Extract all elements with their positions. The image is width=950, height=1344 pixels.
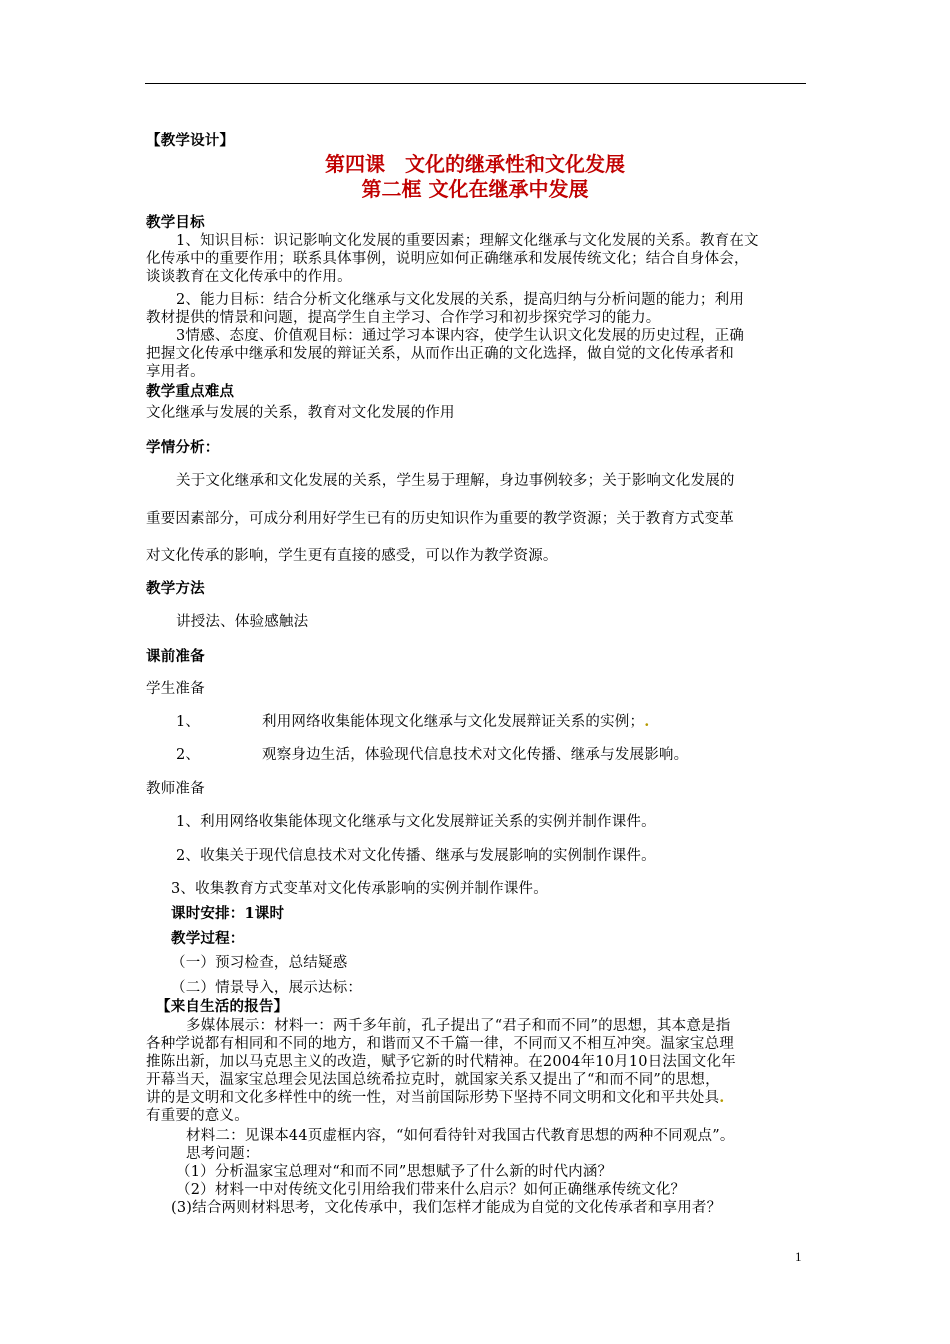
goals-line: 教材提供的情景和问题，提高学生自主学习、合作学习和初步探究学习的能力。 (146, 310, 661, 326)
student-prep-num: 1、 (176, 714, 201, 730)
material-line: 推陈出新，加以马克思主义的改造，赋予它新的时代精神。在2004年10月10日法国文化年 (146, 1054, 736, 1070)
prep-heading: 课前准备 (146, 648, 205, 665)
analysis-line: 重要因素部分，可成分利用好学生已有的历史知识作为重要的教学资源；关于教育方式变革 (146, 511, 734, 527)
questions-label: 思考问题： (186, 1146, 260, 1162)
process-step: （二）情景导入，展示达标： (171, 980, 363, 996)
process-step: （一）预习检查，总结疑惑 (171, 955, 348, 971)
process-heading: 教学过程： (171, 930, 245, 947)
page-number: 1 (795, 1249, 802, 1264)
goals-line: 谈谈教育在文化传承中的作用。 (146, 269, 352, 285)
material-line: 有重要的意义。 (146, 1108, 249, 1124)
analysis-heading: 学情分析： (146, 439, 220, 456)
material-line: 开幕当天，温家宝总理会见法国总统希拉克时，就国家关系又提出了“和而不同”的思想， (146, 1072, 720, 1088)
goals-line: 享用者。 (146, 364, 205, 380)
method-text: 讲授法、体验感触法 (176, 614, 309, 630)
analysis-line: 对文化传承的影响，学生更有直接的感受，可以作为教学资源。 (146, 548, 558, 564)
goals-line: 化传承中的重要作用；联系具体事例，说明应如何正确继承和发展传统文化；结合自身体会， (146, 251, 749, 267)
question-item: （1）分析温家宝总理对“和而不同”思想赋予了什么新的时代内涵？ (176, 1164, 613, 1180)
analysis-line: 关于文化继承和文化发展的关系，学生易于理解，身边事例较多；关于影响文化发展的 (176, 473, 735, 489)
question-item: （2）材料一中对传统文化引用给我们带来什么启示？如何正确继承传统文化？ (176, 1182, 686, 1198)
key-points-text: 文化继承与发展的关系，教育对文化发展的作用 (146, 405, 455, 421)
lesson-title: 第四课 文化的继承性和文化发展 (325, 152, 625, 176)
design-label: 【教学设计】 (146, 132, 235, 149)
report-label: 【来自生活的报告】 (156, 998, 289, 1015)
student-prep-label: 学生准备 (146, 681, 205, 697)
material-line: 讲的是文明和文化多样性中的统一性，对当前国际形势下坚持不同文明和文化和平共处具. (146, 1089, 725, 1106)
header-rule (145, 83, 806, 84)
teacher-prep-item: 1、利用网络收集能体现文化继承与文化发展辩证关系的实例并制作课件。 (176, 814, 656, 830)
method-heading: 教学方法 (146, 580, 205, 597)
goals-line: 1、知识目标：识记影响文化发展的重要因素；理解文化继承与文化发展的关系。教育在文 (176, 233, 759, 249)
teacher-prep-item: 2、收集关于现代信息技术对文化传播、继承与发展影响的实例制作课件。 (176, 848, 656, 864)
lesson-subtitle: 第二框 文化在继承中发展 (361, 177, 589, 201)
key-points-heading: 教学重点难点 (146, 383, 235, 400)
schedule: 课时安排：1课时 (171, 905, 285, 922)
material-line: 各种学说都有相同和不同的地方，和谐而又不千篇一律，不同而又不相互冲突。温家宝总理 (146, 1036, 734, 1052)
student-prep-num: 2、 (176, 747, 201, 763)
student-prep-item: 观察身边生活，体验现代信息技术对文化传播、继承与发展影响。 (262, 747, 689, 763)
material-two: 材料二：见课本44页虚框内容，“如何看待针对我国古代教育思想的两种不同观点”。 (186, 1128, 735, 1144)
goals-line: 3情感、态度、价值观目标：通过学习本课内容，使学生认识文化发展的历史过程，正确 (176, 328, 745, 344)
teacher-prep-label: 教师准备 (146, 781, 205, 797)
goals-line: 把握文化传承中继承和发展的辩证关系，从而作出正确的文化选择，做自觉的文化传承者和 (146, 346, 734, 362)
goals-heading: 教学目标 (146, 214, 205, 231)
student-prep-item: 利用网络收集能体现文化继承与文化发展辩证关系的实例；. (262, 713, 650, 730)
material-line: 多媒体展示：材料一：两千多年前，孔子提出了“君子和而不同”的思想，其本意是指 (186, 1018, 731, 1034)
goals-line: 2、能力目标：结合分析文化继承与文化发展的关系，提高归纳与分析问题的能力；利用 (176, 292, 745, 308)
question-item: (3)结合两则材料思考，文化传承中，我们怎样才能成为自觉的文化传承者和享用者？ (171, 1200, 722, 1216)
teacher-prep-item: 3、收集教育方式变革对文化传承影响的实例并制作课件。 (171, 881, 548, 897)
